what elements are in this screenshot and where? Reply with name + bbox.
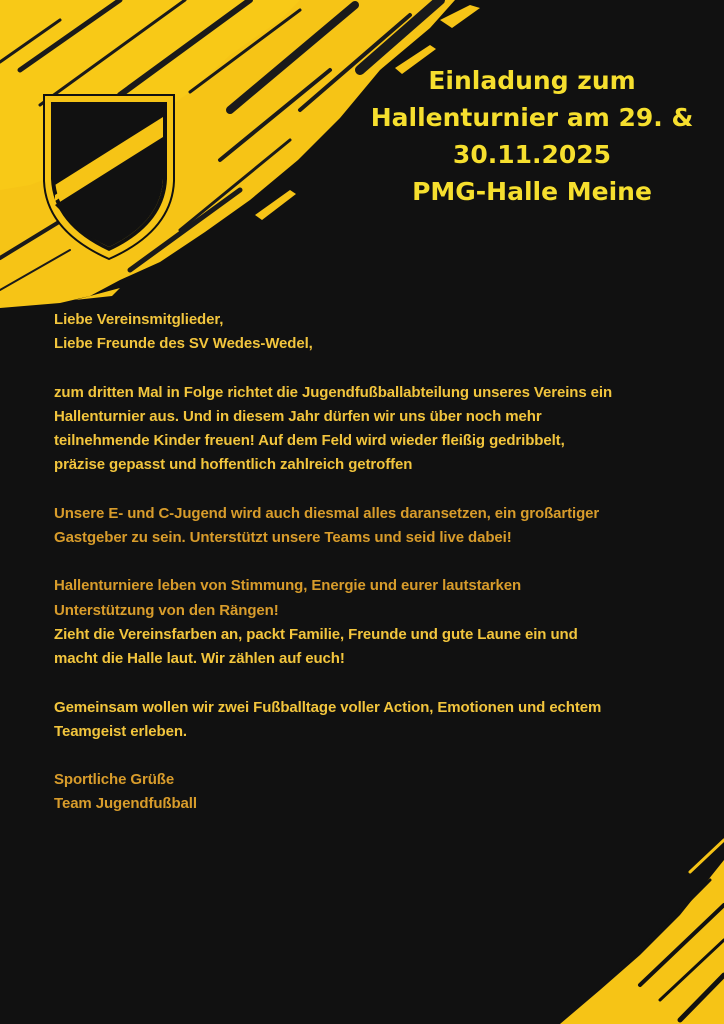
- text-line: Hallenturnier aus. Und in diesem Jahr dürfen wir uns über noch mehr: [54, 407, 542, 425]
- signoff-line: Sportliche Grüße: [54, 771, 175, 789]
- text-line: Teamgeist erleben.: [54, 722, 187, 740]
- signoff: [54, 768, 694, 817]
- title-line: Einladung zum: [428, 66, 636, 95]
- paragraph-intro: [54, 381, 694, 478]
- text-line: Gastgeber zu sein. Unterstützt unsere Teams und seid live dabei!: [54, 529, 512, 547]
- text-line: Unsere E- und C-Jugend wird auch diesmal alles daransetzen, ein großartiger: [54, 504, 600, 522]
- title-line: Hallenturnier am 29. &: [370, 103, 694, 132]
- text-line: macht die Halle laut. Wir zählen auf euch!: [54, 650, 345, 668]
- text-line: präzise gepasst und hoffentlich zahlreich getroffen: [54, 456, 413, 474]
- title-line: PMG-Halle Meine: [412, 177, 652, 206]
- paragraph-teams: [54, 502, 694, 551]
- greeting-line: Liebe Freunde des SV Wedes-Wedel,: [54, 335, 313, 353]
- text-line: teilnehmende Kinder freuen! Auf dem Feld wird wieder fleißig gedribbelt,: [54, 432, 565, 450]
- text-line: Zieht die Vereinsfarben an, packt Familie, Freunde und gute Laune ein und: [54, 625, 578, 643]
- paragraph-atmosphere: [54, 574, 694, 671]
- event-title: [340, 62, 724, 210]
- greeting-line: Liebe Vereinsmitglieder,: [54, 311, 224, 328]
- text-line: zum dritten Mal in Folge richtet die Jugendfußballabteilung unseres Vereins ein: [54, 383, 613, 401]
- text-line: Gemeinsam wollen wir zwei Fußballtage voller Action, Emotionen und echtem: [54, 698, 602, 716]
- greeting: [54, 308, 694, 357]
- text-line: Unterstützung von den Rängen!: [54, 601, 279, 619]
- signoff-line: Team Jugendfußball: [54, 795, 197, 813]
- club-crest-logo: [42, 93, 176, 261]
- title-line: 30.11.2025: [452, 140, 612, 169]
- text-line: Hallenturniere leben von Stimmung, Energie und eurer lautstarken: [54, 577, 522, 595]
- invitation-letter: [54, 308, 694, 841]
- paragraph-together: [54, 696, 694, 745]
